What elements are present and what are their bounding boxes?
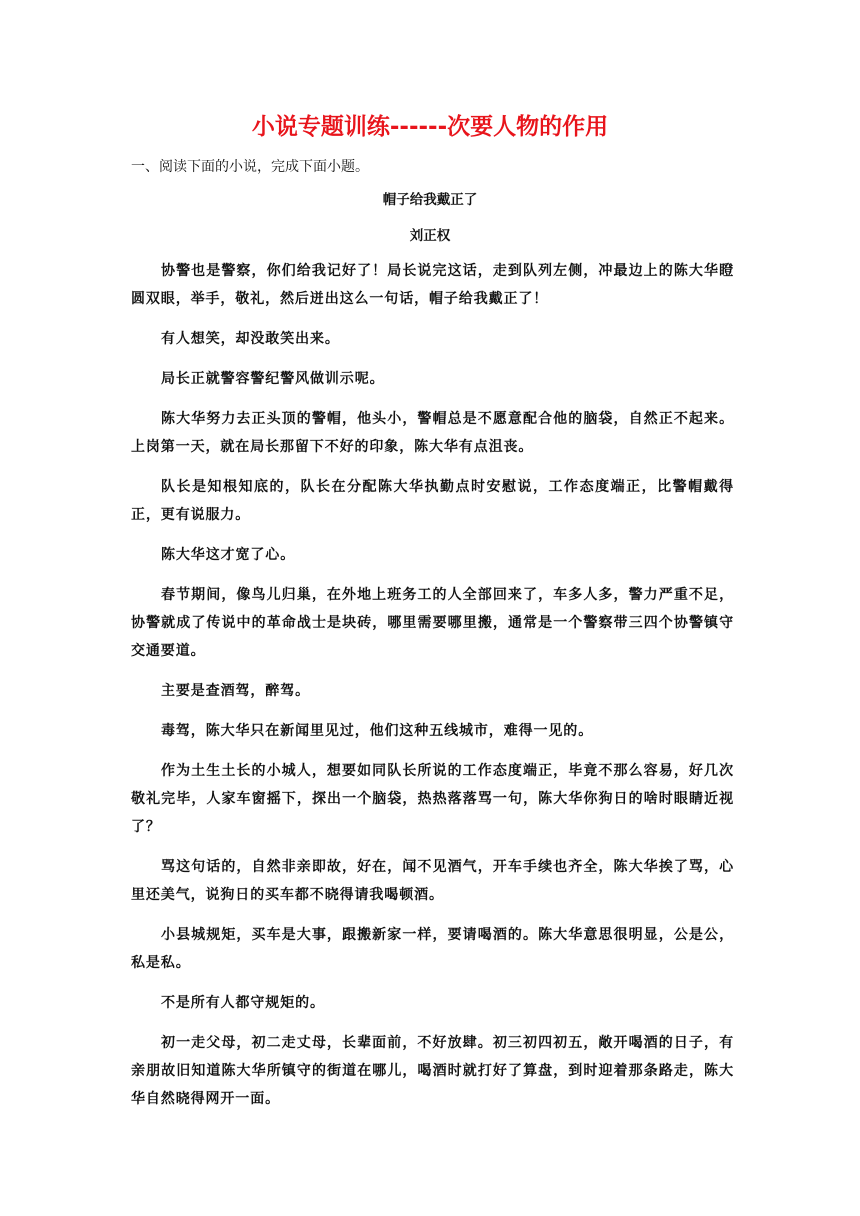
paragraph: 春节期间，像鸟儿归巢，在外地上班务工的人全部回来了，车多人多，警力严重不足，协警就成了传说中的革命战士是块砖，哪里需要哪里搬，通常是一个警察带三四个协警镇守交通要道。	[131, 587, 734, 659]
paragraph: 毒驾，陈大华只在新闻里见过，他们这种五线城市，难得一见的。	[161, 723, 594, 739]
page-title: 小说专题训练------次要人物的作用	[251, 114, 609, 140]
paragraph: 初一走父母，初二走丈母，长辈面前，不好放肆。初三初四初五，敞开喝酒的日子，有亲朋故旧知道陈大华所镇守的街道在哪儿，喝酒时就打好了算盘，到时迎着那条路走，陈大华自然晓得网开一面。	[131, 1035, 734, 1107]
paragraph: 队长是知根知底的，队长在分配陈大华执勤点时安慰说，工作态度端正，比警帽戴得正，更有说服力。	[131, 479, 734, 523]
paragraph: 陈大华努力去正头顶的警帽，他头小，警帽总是不愿意配合他的脑袋，自然正不起来。上岗第一天，就在局长那留下不好的印象，陈大华有点沮丧。	[131, 411, 734, 455]
paragraph: 主要是查酒驾，醉驾。	[161, 683, 310, 699]
paragraph: 作为土生土长的小城人，想要如同队长所说的工作态度端正，毕竟不那么容易，好几次敬礼完毕，人家车窗摇下，探出一个脑袋，热热落落骂一句，陈大华你狗日的啥时眼睛近视了？	[131, 763, 734, 835]
paragraph: 小县城规矩，买车是大事，跟搬新家一样，要请喝酒的。陈大华意思很明显，公是公，私是私。	[131, 927, 734, 971]
paragraph: 协警也是警察，你们给我记好了！局长说完这话，走到队列左侧，冲最边上的陈大华瞪圆双眼，举手，敬礼，然后迸出这么一句话，帽子给我戴正了！	[131, 263, 734, 307]
paragraph: 陈大华这才宽了心。	[161, 547, 296, 563]
paragraph: 骂这句话的，自然非亲即故，好在，闻不见酒气，开车手续也齐全，陈大华挨了骂，心里还美气，说狗日的买车都不晓得请我喝顿酒。	[131, 859, 734, 903]
paragraph: 不是所有人都守规矩的。	[161, 995, 325, 1011]
question-instruction: 一、阅读下面的小说，完成下面小题。	[131, 159, 369, 175]
story-author: 刘正权	[409, 228, 451, 244]
story-title: 帽子给我戴正了	[382, 192, 478, 208]
paragraph: 有人想笑，却没敢笑出来。	[161, 331, 340, 347]
paragraph: 局长正就警容警纪警风做训示呢。	[161, 371, 385, 387]
story-body	[131, 257, 734, 1125]
